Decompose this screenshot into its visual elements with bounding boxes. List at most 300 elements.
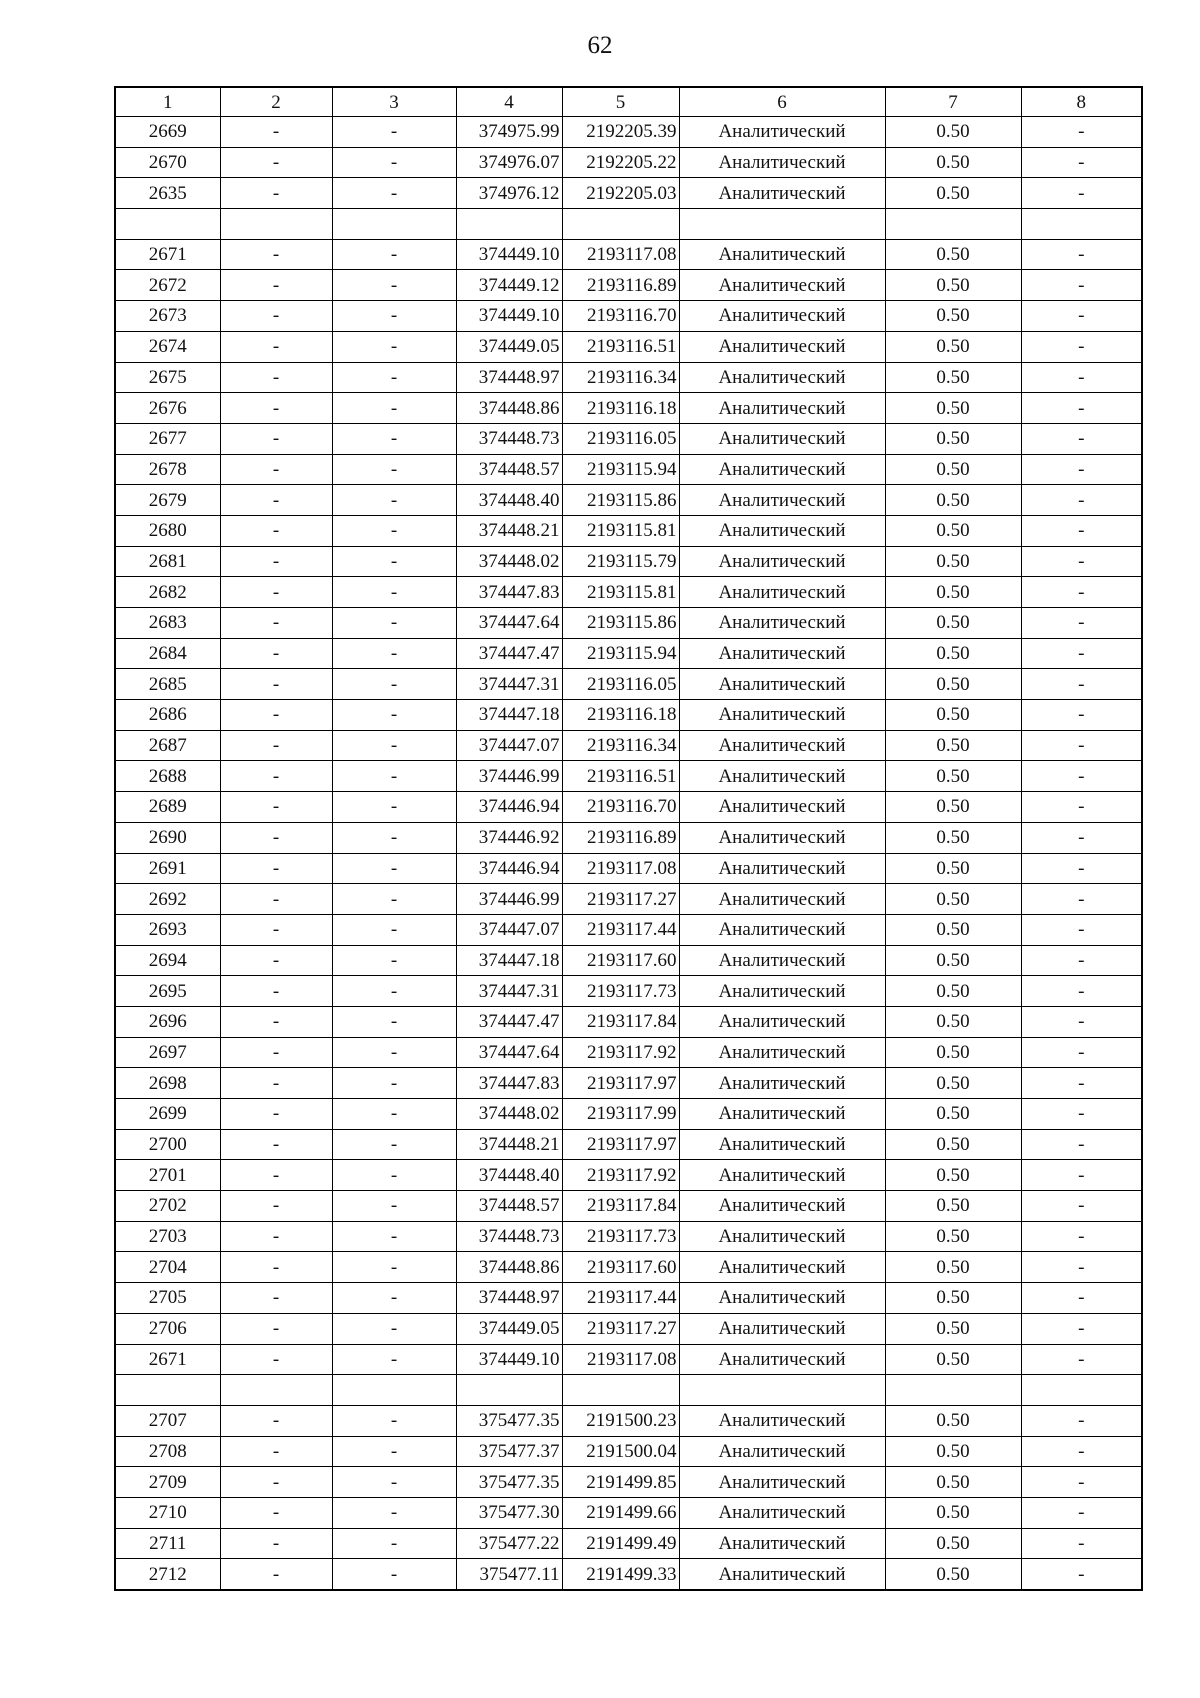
table-cell: 0.50 — [885, 884, 1021, 915]
table-cell: 2685 — [115, 669, 220, 700]
table-cell: 0.50 — [885, 1037, 1021, 1068]
table-row — [115, 761, 1142, 792]
table-cell: - — [220, 1497, 332, 1528]
table-cell: 2703 — [115, 1221, 220, 1252]
table-cell: - — [332, 1436, 456, 1467]
table-row — [115, 423, 1142, 454]
table-row — [115, 1528, 1142, 1559]
table-row — [115, 1252, 1142, 1283]
table-cell: Аналитический — [679, 546, 885, 577]
table-cell: - — [332, 638, 456, 669]
table-cell: 2689 — [115, 792, 220, 823]
table-cell: 0.50 — [885, 485, 1021, 516]
table-cell: Аналитический — [679, 1497, 885, 1528]
table-cell: Аналитический — [679, 239, 885, 270]
table-cell: - — [220, 239, 332, 270]
table-row — [115, 853, 1142, 884]
table-cell: - — [1021, 1037, 1142, 1068]
table-cell: 0.50 — [885, 239, 1021, 270]
table-cell: Аналитический — [679, 884, 885, 915]
table-cell: 2682 — [115, 577, 220, 608]
table-cell: - — [220, 853, 332, 884]
table-body — [115, 117, 1142, 1591]
table-cell: Аналитический — [679, 1405, 885, 1436]
table-cell: 374448.40 — [456, 485, 562, 516]
table-row — [115, 485, 1142, 516]
table-cell: 374446.92 — [456, 822, 562, 853]
table-cell: - — [1021, 976, 1142, 1007]
table-cell: 2193116.05 — [562, 669, 679, 700]
table-cell: 2192205.03 — [562, 178, 679, 209]
table-cell: 374448.86 — [456, 1252, 562, 1283]
table-cell: Аналитический — [679, 1221, 885, 1252]
table-cell — [1021, 209, 1142, 240]
table-cell: - — [332, 1160, 456, 1191]
table-cell: Аналитический — [679, 454, 885, 485]
table-cell: 2193115.81 — [562, 577, 679, 608]
table-cell: - — [1021, 1559, 1142, 1590]
table-cell: - — [1021, 1436, 1142, 1467]
table-cell: 0.50 — [885, 914, 1021, 945]
table-cell: 0.50 — [885, 515, 1021, 546]
table-cell: - — [220, 393, 332, 424]
table-cell: 2700 — [115, 1129, 220, 1160]
table-cell: - — [332, 577, 456, 608]
table-row — [115, 1313, 1142, 1344]
table-cell: - — [220, 1129, 332, 1160]
table-row — [115, 1006, 1142, 1037]
table-cell: 2193117.97 — [562, 1129, 679, 1160]
table-cell: 374448.73 — [456, 1221, 562, 1252]
table-cell: - — [1021, 1497, 1142, 1528]
table-cell: 2706 — [115, 1313, 220, 1344]
table-row — [115, 884, 1142, 915]
table-cell: 2191499.85 — [562, 1467, 679, 1498]
table-row — [115, 1160, 1142, 1191]
table-cell: - — [220, 485, 332, 516]
table-cell — [456, 209, 562, 240]
table-cell: - — [220, 1313, 332, 1344]
table-cell: - — [1021, 608, 1142, 639]
table-cell: 374449.10 — [456, 1344, 562, 1375]
table-cell: 0.50 — [885, 117, 1021, 148]
table-cell: - — [1021, 485, 1142, 516]
table-cell: 0.50 — [885, 301, 1021, 332]
table-cell — [220, 209, 332, 240]
table-cell: - — [1021, 1283, 1142, 1314]
table-cell: 0.50 — [885, 147, 1021, 178]
table-cell: - — [332, 1559, 456, 1590]
table-cell: Аналитический — [679, 423, 885, 454]
table-cell: - — [1021, 117, 1142, 148]
table-cell: 374447.18 — [456, 700, 562, 731]
table-cell: Аналитический — [679, 945, 885, 976]
table-cell: 2193117.27 — [562, 884, 679, 915]
table-cell: 2193116.34 — [562, 362, 679, 393]
table-row — [115, 546, 1142, 577]
table-cell: 2704 — [115, 1252, 220, 1283]
table-cell: - — [332, 1068, 456, 1099]
table-cell: - — [1021, 669, 1142, 700]
table-cell: 374449.05 — [456, 1313, 562, 1344]
table-cell: Аналитический — [679, 1344, 885, 1375]
table-cell: - — [1021, 638, 1142, 669]
table-cell: - — [332, 1006, 456, 1037]
table-cell: 2696 — [115, 1006, 220, 1037]
table-row — [115, 914, 1142, 945]
table-row — [115, 1221, 1142, 1252]
table-cell: 374447.47 — [456, 638, 562, 669]
table-cell: Аналитический — [679, 1313, 885, 1344]
table-cell: Аналитический — [679, 1191, 885, 1222]
table-cell: - — [220, 1068, 332, 1099]
table-cell: - — [220, 1467, 332, 1498]
table-cell: - — [332, 454, 456, 485]
table-cell: 0.50 — [885, 1528, 1021, 1559]
table-cell: - — [220, 178, 332, 209]
table-cell — [115, 1375, 220, 1406]
table-cell: - — [220, 761, 332, 792]
table-cell: 0.50 — [885, 1006, 1021, 1037]
table-cell: Аналитический — [679, 1467, 885, 1498]
table-cell: 0.50 — [885, 546, 1021, 577]
table-row — [115, 239, 1142, 270]
table-cell: - — [220, 301, 332, 332]
table-cell: 2193115.79 — [562, 546, 679, 577]
table-cell: 0.50 — [885, 1497, 1021, 1528]
table-cell: 2693 — [115, 914, 220, 945]
table-cell: - — [332, 792, 456, 823]
table-cell: 374447.83 — [456, 577, 562, 608]
table-cell: - — [1021, 1129, 1142, 1160]
table-cell: Аналитический — [679, 761, 885, 792]
table-cell: - — [1021, 331, 1142, 362]
table-row — [115, 792, 1142, 823]
table-cell: 2675 — [115, 362, 220, 393]
table-cell: - — [1021, 1221, 1142, 1252]
table-row — [115, 393, 1142, 424]
table-cell: - — [220, 1037, 332, 1068]
table-cell: 2193117.08 — [562, 239, 679, 270]
table-cell: - — [332, 976, 456, 1007]
table-cell: 2683 — [115, 608, 220, 639]
table-cell: Аналитический — [679, 1006, 885, 1037]
table-cell: 2193117.99 — [562, 1099, 679, 1130]
table-cell: 374447.47 — [456, 1006, 562, 1037]
table-cell: - — [332, 331, 456, 362]
table-row — [115, 1436, 1142, 1467]
table-cell: - — [1021, 822, 1142, 853]
table-cell: 0.50 — [885, 822, 1021, 853]
table-cell: - — [332, 669, 456, 700]
table-cell: 2193115.86 — [562, 485, 679, 516]
table-cell: - — [332, 178, 456, 209]
table-cell — [115, 209, 220, 240]
table-cell — [220, 1375, 332, 1406]
table-cell: Аналитический — [679, 147, 885, 178]
table-cell: - — [220, 1528, 332, 1559]
table-row — [115, 209, 1142, 240]
table-row — [115, 1467, 1142, 1498]
table-cell: 0.50 — [885, 577, 1021, 608]
table-cell: - — [1021, 1099, 1142, 1130]
table-cell: 374448.97 — [456, 1283, 562, 1314]
table-cell: - — [332, 945, 456, 976]
table-cell — [332, 1375, 456, 1406]
table-cell: Аналитический — [679, 822, 885, 853]
table-cell: - — [220, 423, 332, 454]
table-cell: - — [332, 1467, 456, 1498]
table-row — [115, 1099, 1142, 1130]
table-cell: 2708 — [115, 1436, 220, 1467]
table-cell: - — [220, 1221, 332, 1252]
table-cell: - — [332, 761, 456, 792]
table-cell: - — [220, 822, 332, 853]
table-cell: Аналитический — [679, 1129, 885, 1160]
table-cell: 2678 — [115, 454, 220, 485]
table-cell: - — [1021, 761, 1142, 792]
table-cell: - — [332, 270, 456, 301]
table-cell: Аналитический — [679, 1068, 885, 1099]
table-cell: - — [332, 1037, 456, 1068]
table-cell: Аналитический — [679, 1160, 885, 1191]
table-cell: 2710 — [115, 1497, 220, 1528]
table-cell — [332, 209, 456, 240]
table-cell: Аналитический — [679, 1283, 885, 1314]
table-row — [115, 945, 1142, 976]
table-cell: 2193116.51 — [562, 761, 679, 792]
table-cell: 2191500.04 — [562, 1436, 679, 1467]
table-cell: - — [332, 1528, 456, 1559]
table-cell: - — [332, 1344, 456, 1375]
table-cell: 2692 — [115, 884, 220, 915]
table-cell: 374446.94 — [456, 792, 562, 823]
column-header: 7 — [885, 87, 1021, 117]
table-cell: - — [220, 638, 332, 669]
table-cell: 0.50 — [885, 1191, 1021, 1222]
table-cell: Аналитический — [679, 792, 885, 823]
table-cell: 2670 — [115, 147, 220, 178]
table-cell: 2695 — [115, 976, 220, 1007]
table-cell: - — [1021, 914, 1142, 945]
table-cell: Аналитический — [679, 1528, 885, 1559]
table-cell — [1021, 1375, 1142, 1406]
table-cell: - — [332, 546, 456, 577]
column-header: 1 — [115, 87, 220, 117]
table-cell: 2691 — [115, 853, 220, 884]
table-cell: - — [332, 1405, 456, 1436]
page-number: 62 — [587, 32, 613, 59]
table-cell: 2191499.66 — [562, 1497, 679, 1528]
table-cell: 2697 — [115, 1037, 220, 1068]
table-row — [115, 1375, 1142, 1406]
table-cell: 2193117.60 — [562, 1252, 679, 1283]
table-cell: 2694 — [115, 945, 220, 976]
table-row — [115, 822, 1142, 853]
table-cell: - — [332, 423, 456, 454]
table-row — [115, 270, 1142, 301]
table-row — [115, 1283, 1142, 1314]
table-cell: 2193117.44 — [562, 1283, 679, 1314]
table-cell: - — [220, 1006, 332, 1037]
table-cell: - — [220, 577, 332, 608]
table-cell: 0.50 — [885, 1283, 1021, 1314]
table-cell: 375477.37 — [456, 1436, 562, 1467]
table-cell: - — [1021, 454, 1142, 485]
table-row — [115, 362, 1142, 393]
table-cell: - — [332, 117, 456, 148]
table-row — [115, 454, 1142, 485]
table-row — [115, 1129, 1142, 1160]
table-cell: 2193117.08 — [562, 853, 679, 884]
table-cell: Аналитический — [679, 515, 885, 546]
table-cell: 2193117.60 — [562, 945, 679, 976]
table-cell: 2680 — [115, 515, 220, 546]
table-cell: - — [332, 853, 456, 884]
table-cell: - — [332, 1221, 456, 1252]
table-cell: 2191499.49 — [562, 1528, 679, 1559]
table-row — [115, 147, 1142, 178]
table-row — [115, 1037, 1142, 1068]
table-cell: 0.50 — [885, 945, 1021, 976]
table-cell: 374448.02 — [456, 546, 562, 577]
table-cell: 0.50 — [885, 423, 1021, 454]
table-cell: - — [220, 331, 332, 362]
table-cell: Аналитический — [679, 393, 885, 424]
table-cell: 2193117.92 — [562, 1160, 679, 1191]
table-cell: 2193116.70 — [562, 792, 679, 823]
table-cell: 374447.83 — [456, 1068, 562, 1099]
table-cell: 2672 — [115, 270, 220, 301]
table-cell: 0.50 — [885, 1559, 1021, 1590]
table-cell: - — [1021, 1006, 1142, 1037]
table-cell: - — [220, 1436, 332, 1467]
table-cell: Аналитический — [679, 700, 885, 731]
table-cell: 0.50 — [885, 1099, 1021, 1130]
table-cell: Аналитический — [679, 485, 885, 516]
table-cell: 0.50 — [885, 1436, 1021, 1467]
table-cell: - — [1021, 1191, 1142, 1222]
table-cell: - — [1021, 853, 1142, 884]
table-row — [115, 730, 1142, 761]
table-cell: 0.50 — [885, 853, 1021, 884]
table-cell: - — [1021, 1313, 1142, 1344]
table-cell: - — [332, 1129, 456, 1160]
table-cell: 374448.21 — [456, 1129, 562, 1160]
table-cell: 2676 — [115, 393, 220, 424]
table-cell: Аналитический — [679, 1436, 885, 1467]
table-cell: - — [220, 1559, 332, 1590]
table-cell: 374976.12 — [456, 178, 562, 209]
table-cell: - — [220, 1283, 332, 1314]
table-cell: - — [332, 1283, 456, 1314]
table-cell: 0.50 — [885, 638, 1021, 669]
table-cell: 375477.35 — [456, 1405, 562, 1436]
table-cell: 2698 — [115, 1068, 220, 1099]
table-cell: 2679 — [115, 485, 220, 516]
table-cell: 375477.35 — [456, 1467, 562, 1498]
table-cell: Аналитический — [679, 1037, 885, 1068]
table-cell: 2193117.92 — [562, 1037, 679, 1068]
table-cell: - — [220, 669, 332, 700]
table-cell: - — [1021, 792, 1142, 823]
table-cell: 375477.30 — [456, 1497, 562, 1528]
table-row — [115, 117, 1142, 148]
table-cell: 0.50 — [885, 1129, 1021, 1160]
table-row — [115, 515, 1142, 546]
table-cell — [885, 1375, 1021, 1406]
table-cell: - — [332, 1099, 456, 1130]
table-cell: 2688 — [115, 761, 220, 792]
table-cell: - — [1021, 577, 1142, 608]
table-cell: 0.50 — [885, 700, 1021, 731]
table-cell: - — [1021, 945, 1142, 976]
table-cell: 374448.86 — [456, 393, 562, 424]
table-cell: 374449.12 — [456, 270, 562, 301]
table-cell: 374448.57 — [456, 454, 562, 485]
table-cell: 2193116.70 — [562, 301, 679, 332]
table-cell: - — [220, 515, 332, 546]
table-cell: 0.50 — [885, 393, 1021, 424]
table-cell: Аналитический — [679, 117, 885, 148]
table-cell: - — [332, 1252, 456, 1283]
table-cell: Аналитический — [679, 669, 885, 700]
column-header: 6 — [679, 87, 885, 117]
table-cell: 2192205.39 — [562, 117, 679, 148]
table-cell: 2191499.33 — [562, 1559, 679, 1590]
table-cell: 374447.07 — [456, 730, 562, 761]
table-cell: 374447.64 — [456, 608, 562, 639]
table-cell: 0.50 — [885, 1313, 1021, 1344]
table-cell: 0.50 — [885, 792, 1021, 823]
table-cell: 0.50 — [885, 1405, 1021, 1436]
table-cell: 2681 — [115, 546, 220, 577]
table-cell: 2702 — [115, 1191, 220, 1222]
table-cell: 2192205.22 — [562, 147, 679, 178]
table-cell: Аналитический — [679, 730, 885, 761]
table-cell: Аналитический — [679, 301, 885, 332]
table-row — [115, 1559, 1142, 1590]
table-cell: - — [220, 1252, 332, 1283]
table-cell: 374449.10 — [456, 239, 562, 270]
table-cell: 2671 — [115, 1344, 220, 1375]
table-cell: - — [220, 608, 332, 639]
table-row — [115, 1405, 1142, 1436]
table-cell: Аналитический — [679, 638, 885, 669]
table-cell: - — [1021, 362, 1142, 393]
table-cell: 374448.21 — [456, 515, 562, 546]
table-cell: 2193117.84 — [562, 1191, 679, 1222]
table-cell: 2193116.51 — [562, 331, 679, 362]
table-cell: 2674 — [115, 331, 220, 362]
table-row — [115, 1497, 1142, 1528]
table-cell: 2699 — [115, 1099, 220, 1130]
table-row — [115, 669, 1142, 700]
table-cell: 2712 — [115, 1559, 220, 1590]
column-header: 8 — [1021, 87, 1142, 117]
table-cell: 2193116.34 — [562, 730, 679, 761]
table-cell: 0.50 — [885, 730, 1021, 761]
table-cell — [562, 1375, 679, 1406]
table-cell — [679, 1375, 885, 1406]
table-cell: 374448.57 — [456, 1191, 562, 1222]
table-cell — [562, 209, 679, 240]
table-cell: - — [332, 515, 456, 546]
table-cell: - — [1021, 301, 1142, 332]
table-cell: - — [220, 792, 332, 823]
table-cell: - — [1021, 1068, 1142, 1099]
table-cell: - — [1021, 147, 1142, 178]
